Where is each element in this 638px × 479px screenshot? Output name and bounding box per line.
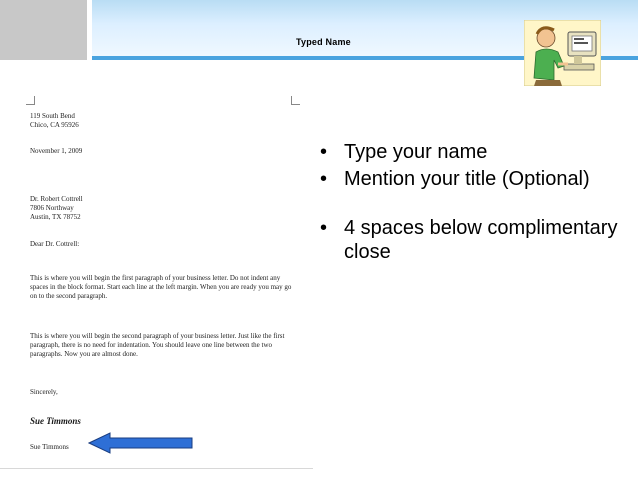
crop-mark-left bbox=[26, 96, 35, 105]
sender-address-line2: Chico, CA 95926 bbox=[30, 121, 79, 129]
bullet-dot: • bbox=[320, 217, 328, 239]
closing: Sincerely, bbox=[30, 388, 58, 396]
recipient-city: Austin, TX 78752 bbox=[30, 213, 81, 221]
business-letter bbox=[0, 96, 313, 469]
arrow-left-icon bbox=[88, 432, 193, 454]
bullet-item bbox=[318, 216, 628, 264]
bullet-text: Type your name bbox=[344, 141, 488, 163]
bullet-dot: • bbox=[320, 141, 328, 163]
header-grey-block bbox=[0, 0, 87, 60]
recipient-street: 7806 Northway bbox=[30, 204, 74, 212]
paragraph-2: This is where you will begin the second paragraph of your business letter. Just like the first paragraph, there is no need for indentation. You should leave one line between the two paragraphs. Now you are almost done. bbox=[30, 332, 285, 358]
bullet-text: 4 spaces below complimentary close bbox=[344, 217, 618, 263]
salutation: Dear Dr. Cottrell: bbox=[30, 240, 80, 248]
paragraph-1: This is where you will begin the first paragraph of your business letter. Do not indent any spaces in the block format. Start each line at the left margin. When you are ready you may go on to the second paragraph. bbox=[30, 274, 292, 300]
crop-mark-right bbox=[291, 96, 300, 105]
recipient-name: Dr. Robert Cottrell bbox=[30, 195, 83, 203]
bullet-item bbox=[318, 167, 628, 191]
bullet-item bbox=[318, 140, 628, 164]
handwritten-signature: Sue Timmons bbox=[30, 416, 81, 426]
person-at-computer-icon bbox=[524, 20, 601, 86]
bullet-dot: • bbox=[320, 168, 328, 190]
sender-address-line1: 119 South Bend bbox=[30, 112, 75, 120]
slide-title: Typed Name bbox=[296, 37, 351, 47]
bullet-list bbox=[318, 140, 628, 267]
letter-date: November 1, 2009 bbox=[30, 147, 83, 155]
typed-name: Sue Timmons bbox=[30, 443, 69, 451]
bullet-text: Mention your title (Optional) bbox=[344, 168, 590, 190]
